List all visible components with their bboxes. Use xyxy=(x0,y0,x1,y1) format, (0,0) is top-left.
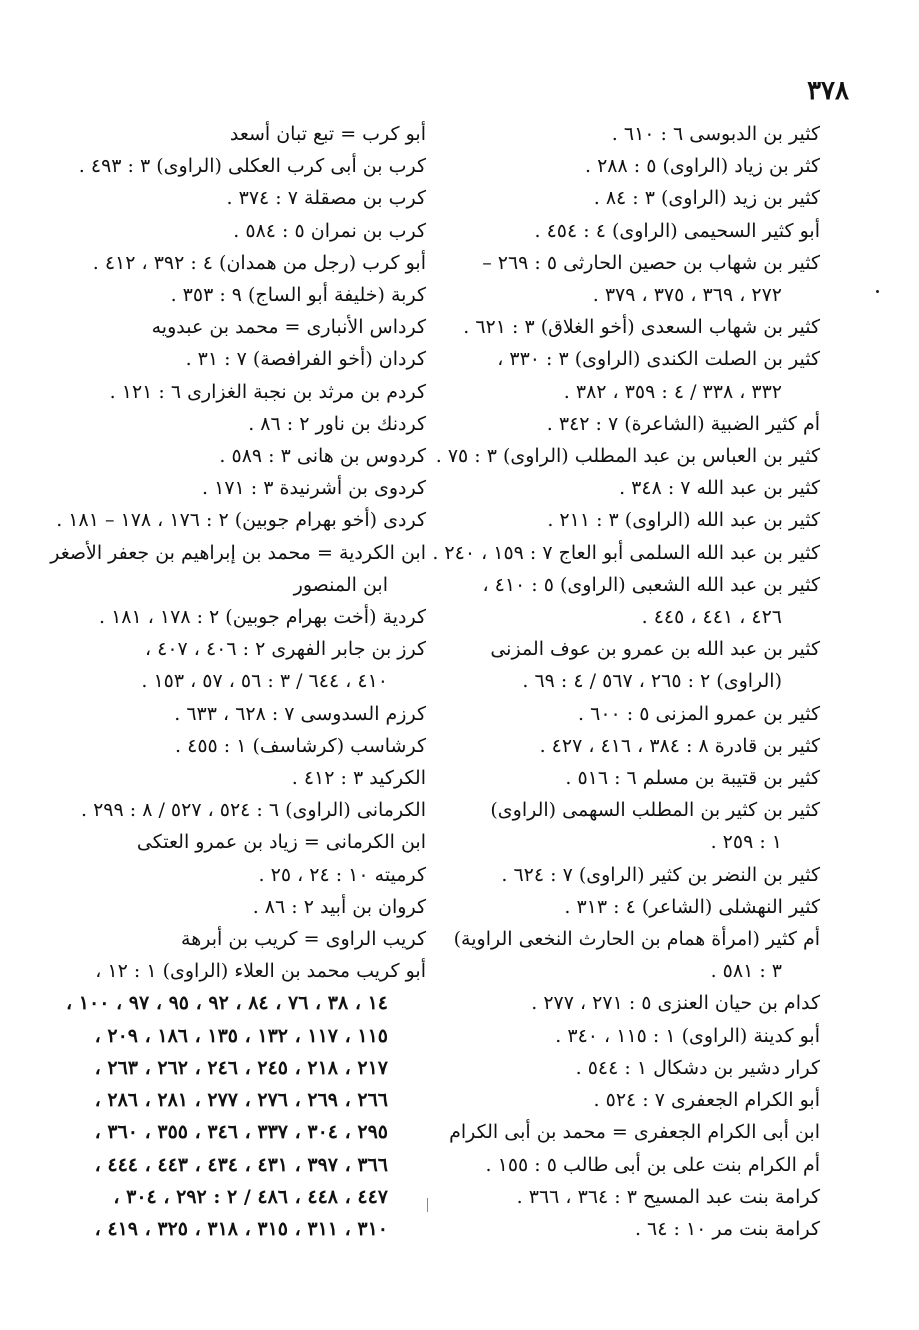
index-entry: كرميته ١٠ : ٢٤ ، ٢٥ . xyxy=(258,863,426,886)
index-entry: أبو الكرام الجعفرى ٧ : ٥٢٤ . xyxy=(593,1089,820,1112)
index-entry: الكركيد ٣ : ٤١٢ . xyxy=(291,767,426,790)
index-entry: كروان بن أبيد ٢ : ٨٦ . xyxy=(252,895,426,918)
index-entry: أبو كثير السحيمى (الراوى) ٤ : ٤٥٤ . xyxy=(534,219,820,242)
index-entry: ابن الكردية = محمد بن إبراهيم بن جعفر الأصغر xyxy=(50,541,426,564)
index-entry: كدام بن حيان العنزى ٥ : ٢٧١ ، ٢٧٧ . xyxy=(531,992,820,1015)
index-entry: ابن أبى الكرام الجعفرى = محمد بن أبى الكرام xyxy=(449,1121,820,1144)
index-entry: ابن الكرمانى = زياد بن عمرو العتكى xyxy=(136,831,426,854)
index-entry: أبو كدينة (الراوى) ١ : ١١٥ ، ٣٤٠ . xyxy=(555,1024,820,1047)
index-entry: كرزم السدوسى ٧ : ٦٢٨ ، ٦٣٣ . xyxy=(174,702,426,725)
index-entry: كثير بن شهاب السعدى (أخو الغلاق) ٣ : ٦٢١ . xyxy=(463,316,820,339)
index-entry: كرشاسب (كرشاسف) ١ : ٤٥٥ . xyxy=(175,734,426,757)
index-entry-continuation: ٢١٧ ، ٢١٨ ، ٢٤٥ ، ٢٤٦ ، ٢٦٢ ، ٢٦٣ ، xyxy=(94,1056,388,1079)
index-entry: كثير النهشلى (الشاعر) ٤ : ٣١٣ . xyxy=(564,895,820,918)
index-entry: كثير بن العباس بن عبد المطلب (الراوى) ٣ : ٧٥ . xyxy=(435,445,820,468)
index-entry: كرب بن مصقلة ٧ : ٣٧٤ . xyxy=(226,187,426,210)
index-entry-continuation: ٢٦٦ ، ٢٦٩ ، ٢٧٦ ، ٢٧٧ ، ٢٨١ ، ٢٨٦ ، xyxy=(94,1089,388,1112)
index-entry: كثير بن عبد الله السلمى أبو العاج ٧ : ١٥٩ ، ٢٤٠ . xyxy=(432,541,820,564)
index-entry: كرب بن أبى كرب العكلى (الراوى) ٣ : ٤٩٣ . xyxy=(78,155,426,178)
margin-tick xyxy=(427,1198,428,1212)
index-entry: كردوس بن هانى ٣ : ٥٨٩ . xyxy=(219,445,426,468)
index-entry: كثير بن كثير بن المطلب السهمى (الراوى) xyxy=(490,799,820,822)
margin-dot xyxy=(876,290,879,293)
index-entry: كرامة بنت عبد المسيح ٣ : ٣٦٤ ، ٣٦٦ . xyxy=(516,1185,820,1208)
index-entry: كريب الراوى = كريب بن أبرهة xyxy=(181,928,426,951)
index-entry: كردان (أخو الفرافصة) ٧ : ٣١ . xyxy=(185,348,426,371)
index-entry-continuation: ١١٥ ، ١١٧ ، ١٣٢ ، ١٣٥ ، ١٨٦ ، ٢٠٩ ، xyxy=(94,1024,388,1047)
index-entry-continuation: ٣١٠ ، ٣١١ ، ٣١٥ ، ٣١٨ ، ٣٢٥ ، ٤١٩ ، xyxy=(94,1217,388,1240)
index-entry: أم كثير (امرأة همام بن الحارث النخعى الراوية) xyxy=(453,928,820,951)
index-entry-continuation: ٣٦٦ ، ٣٩٧ ، ٤٣١ ، ٤٣٤ ، ٤٤٣ ، ٤٤٤ ، xyxy=(94,1153,388,1176)
index-entry-continuation: ٢٧٢ ، ٣٦٩ ، ٣٧٥ ، ٣٧٩ . xyxy=(592,284,782,307)
index-entry: كثير بن النضر بن كثير (الراوى) ٧ : ٦٢٤ . xyxy=(501,863,820,886)
index-entry: كثير بن عبد الله الشعبى (الراوى) ٥ : ٤١٠ ، xyxy=(482,573,820,596)
index-entry: كردنك بن ناور ٢ : ٨٦ . xyxy=(248,412,426,435)
page-number: ٣٧٨ xyxy=(807,76,849,106)
index-entry: كثير بن عبد الله بن عمرو بن عوف المزنى xyxy=(490,638,820,661)
index-entry-continuation: (الراوى) ٢ : ٢٦٥ ، ٥٦٧ / ٤ : ٦٩ . xyxy=(522,670,782,693)
index-entry: كردوى بن أشرنيدة ٣ : ١٧١ . xyxy=(202,477,426,500)
index-entry: كثير بن عبد الله ٧ : ٣٤٨ . xyxy=(619,477,820,500)
index-entry-continuation: ١٤ ، ٣٨ ، ٧٦ ، ٨٤ ، ٩٢ ، ٩٥ ، ٩٧ ، ١٠٠ ، xyxy=(66,992,388,1015)
index-entry: كثير بن عبد الله (الراوى) ٣ : ٢١١ . xyxy=(547,509,820,532)
index-entry: أم كثير الضبية (الشاعرة) ٧ : ٣٤٢ . xyxy=(546,412,820,435)
index-entry: كربة (خليفة أبو الساج) ٩ : ٣٥٣ . xyxy=(170,284,426,307)
index-entry: كردم بن مرثد بن نجبة الغزارى ٦ : ١٢١ . xyxy=(109,380,426,403)
index-entry-continuation: ٢٩٥ ، ٣٠٤ ، ٣٣٧ ، ٣٤٦ ، ٣٥٥ ، ٣٦٠ ، xyxy=(94,1121,388,1144)
index-entry: أم الكرام بنت على بن أبى طالب ٥ : ١٥٥ . xyxy=(485,1153,820,1176)
index-entry: أبو كرب = تبع تبان أسعد xyxy=(229,123,426,145)
index-entry: كثير بن قادرة ٨ : ٣٨٤ ، ٤١٦ ، ٤٢٧ . xyxy=(539,734,820,757)
index-entry: كثر بن زياد (الراوى) ٥ : ٢٨٨ . xyxy=(584,155,820,178)
index-entry-continuation: ٤٢٦ ، ٤٤١ ، ٤٤٥ . xyxy=(641,606,782,629)
index-entry-continuation: ١ : ٢٥٩ . xyxy=(710,831,782,854)
index-entry: أبو كريب محمد بن العلاء (الراوى) ١ : ١٢ ، xyxy=(95,960,426,983)
index-entry: كرب بن نمران ٥ : ٥٨٤ . xyxy=(233,219,426,242)
index-entry: كثير بن الدبوسى ٦ : ٦١٠ . xyxy=(611,123,820,145)
index-entry: الكرمانى (الراوى) ٦ : ٥٢٤ ، ٥٢٧ / ٨ : ٢٩٩ . xyxy=(81,799,426,822)
index-entry-continuation: ٣٣٢ ، ٣٣٨ / ٤ : ٣٥٩ ، ٣٨٢ . xyxy=(563,380,782,403)
index-entry: كثير بن قتيبة بن مسلم ٦ : ٥١٦ . xyxy=(565,767,820,790)
index-entry: كثير بن زيد (الراوى) ٣ : ٨٤ . xyxy=(593,187,820,210)
index-entry: كردية (أخت بهرام جوبين) ٢ : ١٧٨ ، ١٨١ . xyxy=(98,606,426,629)
index-entry-continuation: ابن المنصور xyxy=(293,573,388,596)
index-entry-continuation: ٣ : ٥٨١ . xyxy=(710,960,782,983)
index-entry: كردى (أخو بهرام جوبين) ٢ : ١٧٦ ، ١٧٨ – ١٨١ . xyxy=(56,509,426,532)
index-entry: كثير بن الصلت الكندى (الراوى) ٣ : ٣٣٠ ، xyxy=(497,348,820,371)
index-entry: كثير بن عمرو المزنى ٥ : ٦٠٠ . xyxy=(578,702,820,725)
index-entry: كرداس الأنبارى = محمد بن عبدويه xyxy=(151,316,426,339)
index-column-left xyxy=(50,118,426,1245)
index-entry: كرار دشير بن دشكال ١ : ٥٤٤ . xyxy=(575,1056,820,1079)
index-entry-continuation: ٤٤٧ ، ٤٤٨ ، ٤٨٦ / ٢ : ٢٩٢ ، ٣٠٤ ، xyxy=(113,1185,388,1208)
index-entry: كرز بن جابر الفهرى ٢ : ٤٠٦ ، ٤٠٧ ، xyxy=(144,638,426,661)
index-entry-continuation: ٤١٠ ، ٦٤٤ / ٣ : ٥٦ ، ٥٧ ، ١٥٣ . xyxy=(141,670,388,693)
index-column-right xyxy=(432,118,820,1245)
index-entry: كثير بن شهاب بن حصين الحارثى ٥ : ٢٦٩ – xyxy=(482,251,820,274)
index-entry: كرامة بنت مر ١٠ : ٦٤ . xyxy=(634,1217,820,1240)
index-entry: أبو كرب (رجل من همدان) ٤ : ٣٩٢ ، ٤١٢ . xyxy=(92,251,426,274)
